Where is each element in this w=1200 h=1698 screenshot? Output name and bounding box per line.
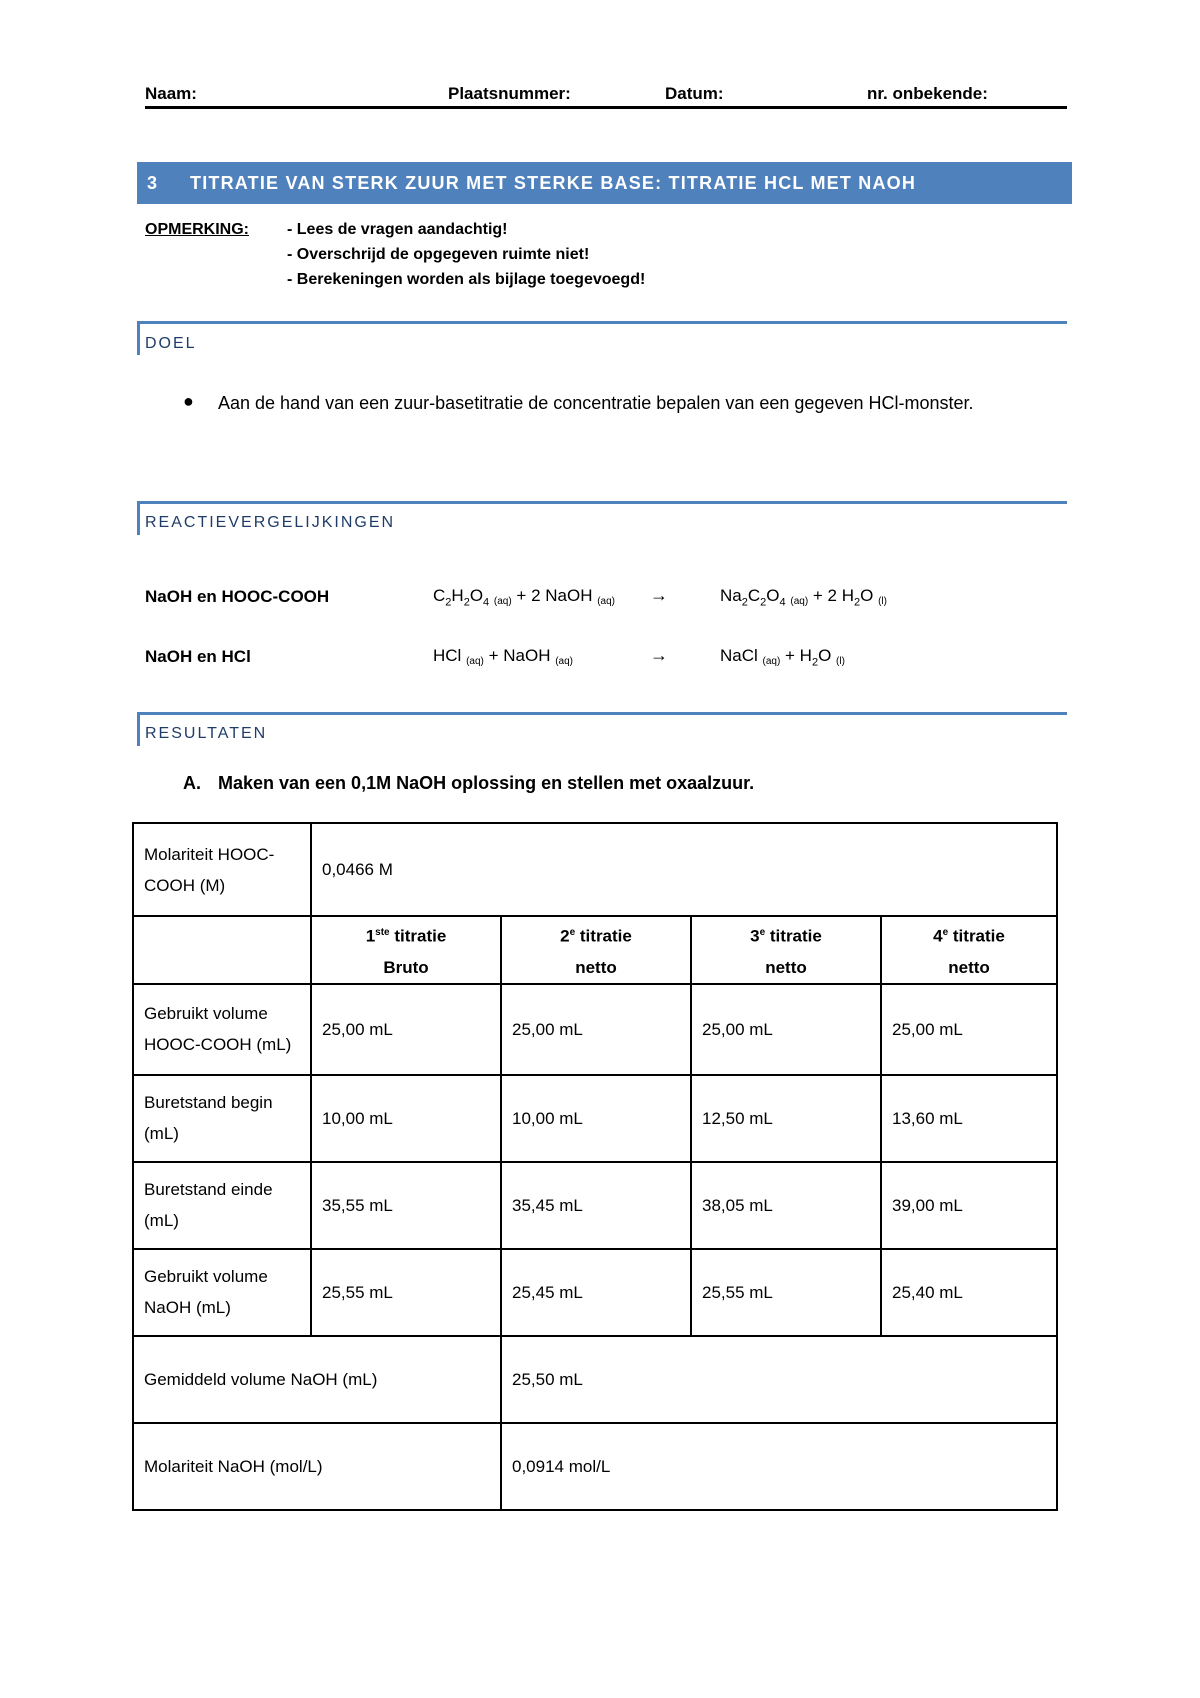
table-cell: 25,00 mL (691, 984, 881, 1075)
section-banner (137, 162, 1072, 204)
doel-heading: DOEL (145, 335, 197, 352)
doel-text: Aan de hand van een zuur-basetitratie de concentratie bepalen van een gegeven HCl-monster. (218, 393, 974, 413)
table-cell: 39,00 mL (881, 1162, 1057, 1249)
table-row (133, 1075, 1057, 1162)
molariteit-naoh-value-cell: 0,0914 mol/L (501, 1423, 1057, 1510)
bullet-icon: ● (183, 391, 194, 411)
remark-label: OPMERKING: (145, 221, 249, 238)
gemiddeld-label-cell: Gemiddeld volume NaOH (mL) (133, 1336, 501, 1423)
table-cell: 13,60 mL (881, 1075, 1057, 1162)
eq2-label: NaOH en HCl (145, 647, 251, 666)
resultaten-heading: RESULTATEN (145, 725, 268, 742)
col-header: 4e titratie netto (881, 916, 1057, 984)
table-cell: 25,00 mL (881, 984, 1057, 1075)
remark-item: - Lees de vragen aandachtig! (287, 221, 508, 238)
doel-rule (137, 321, 1067, 324)
reactie-heading: REACTIEVERGELIJKINGEN (145, 514, 396, 531)
table-cell: 25,00 mL (501, 984, 691, 1075)
resultaten-side-rule (137, 712, 140, 746)
naam-label: Naam: (145, 84, 197, 103)
table-row (133, 984, 1057, 1075)
table-cell: 38,05 mL (691, 1162, 881, 1249)
eq2-reactants: HCl (aq) + NaOH (aq) (433, 646, 573, 667)
eq1-label: NaOH en HOOC-COOH (145, 587, 330, 606)
eq1-reactants: $C_2H_2O_4$ (aq) + 2 NaOH (aq) (433, 586, 616, 609)
datum-label: Datum: (665, 84, 724, 103)
table-cell: 10,00 mL (501, 1075, 691, 1162)
molariteit-label-cell: Molariteit HOOC-COOH (M) (133, 823, 311, 916)
table-row (133, 1249, 1057, 1336)
onbekende-label: nr. onbekende: (867, 84, 988, 103)
subsection-title: Maken van een 0,1M NaOH oplossing en stellen met oxaalzuur. (218, 773, 755, 793)
table-cell: 35,45 mL (501, 1162, 691, 1249)
col-header: 3e titratie netto (691, 916, 881, 984)
reactie-side-rule (137, 501, 140, 535)
remark-item: - Overschrijd de opgegeven ruimte niet! (287, 246, 590, 263)
eq1-products: $Na_2C_2O_4$ (aq) + 2 $H_2O$ (l) (720, 586, 887, 609)
table-cell: 25,00 mL (311, 984, 501, 1075)
row-label: Buretstand einde (mL) (133, 1162, 311, 1249)
doel-side-rule (137, 321, 140, 355)
col-header: 2e titratie netto (501, 916, 691, 984)
table-cell: 12,50 mL (691, 1075, 881, 1162)
gemiddeld-value-cell: 25,50 mL (501, 1336, 1057, 1423)
table-header-row (133, 916, 1057, 984)
table-row (133, 823, 1057, 916)
table-cell: 25,55 mL (311, 1249, 501, 1336)
table-cell: 35,55 mL (311, 1162, 501, 1249)
remark-item: - Berekeningen worden als bijlage toegevoegd! (287, 271, 646, 288)
arrow-icon: → (650, 585, 668, 605)
eq2-products: NaCl $(aq) + H_2O$ (l) (720, 646, 845, 669)
section-title: TITRATIE VAN STERK ZUUR MET STERKE BASE: TITRATIE HCL MET NAOH (190, 173, 917, 193)
table-cell: 25,45 mL (501, 1249, 691, 1336)
results-table (132, 822, 1058, 1511)
reactie-rule (137, 501, 1067, 504)
arrow-icon: → (650, 645, 668, 665)
table-row (133, 1423, 1057, 1510)
col-header: 1ste titratie Bruto (311, 916, 501, 984)
table-cell: 25,40 mL (881, 1249, 1057, 1336)
resultaten-rule (137, 712, 1067, 715)
molariteit-value-cell: 0,0466 M (311, 823, 1057, 916)
table-row (133, 1336, 1057, 1423)
row-label: Gebruikt volume NaOH (mL) (133, 1249, 311, 1336)
table-cell: 10,00 mL (311, 1075, 501, 1162)
subsection-heading (183, 773, 754, 794)
empty-header-cell (133, 916, 311, 984)
plaatsnummer-label: Plaatsnummer: (448, 84, 571, 103)
table-cell: 25,55 mL (691, 1249, 881, 1336)
subsection-label: A. (183, 773, 201, 793)
molariteit-naoh-label-cell: Molariteit NaOH (mol/L) (133, 1423, 501, 1510)
section-number: 3 (147, 173, 159, 193)
header-divider (145, 106, 1067, 109)
row-label: Buretstand begin (mL) (133, 1075, 311, 1162)
row-label: Gebruikt volume HOOC-COOH (mL) (133, 984, 311, 1075)
table-row (133, 1162, 1057, 1249)
